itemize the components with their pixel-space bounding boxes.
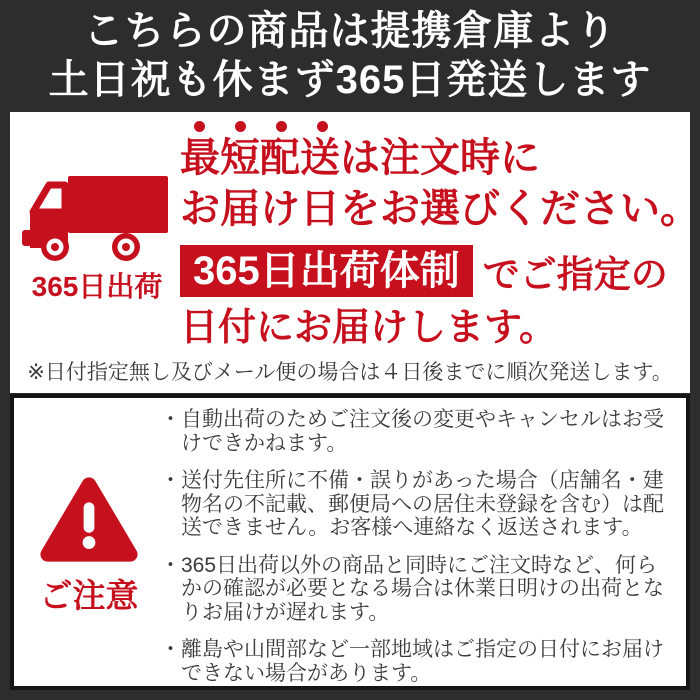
caution-item [160,469,672,540]
header-banner [0,0,700,112]
warning-triangle-icon [38,474,140,566]
delivery-truck-icon [22,170,174,266]
emphasis-dot [235,121,246,132]
shipping-footnote: ※日付指定無し及びメール便の場合は４日後までに順次発送します。 [27,361,673,384]
shipping-message-block [180,120,700,351]
header-line-1: こちらの商品は提携倉庫より [83,9,617,53]
highlight-suffix: でご指定の [482,254,668,295]
caution-item-text: 自動出荷のためご注文後の変更やキャンセルはお受けできかねます。 [181,408,664,455]
emphasis-dot [276,121,287,132]
header-line-2: 土日祝も休まず365日発送します [48,58,652,102]
bullet-marker: ・ [160,408,181,431]
caution-item-text: 送付先住所に不備・誤りがあった場合（店舗名・建物名の不記載、郵便局への居住未登録を含む）は配送できません。お客様へ連絡なく返送されます。 [181,469,664,539]
caution-caption: ご注意 [39,577,139,614]
bullet-marker: ・ [160,469,181,492]
caution-item-text: 365日出荷以外の商品と同時にご注文時など、何らかの確認が必要となる場合は休業日明けの出荷となりお届けが遅れます。 [181,553,664,624]
highlight-badge: 365日出荷体制 [180,245,473,297]
caution-panel [10,394,690,690]
shipping-panel [10,112,700,393]
headline-line-4: 日付にお届けします。 [180,307,557,349]
caution-item [160,554,672,625]
emphasis-dots-icon [194,120,700,133]
caution-item-text: 離島や山間部など一部地域はご指定の日付にお届けできない場合があります。 [181,638,664,685]
bullet-marker: ・ [160,553,181,577]
bullet-marker: ・ [160,638,181,661]
caution-list [160,408,672,685]
caution-item [160,638,672,685]
headline-line-1: 最短配送は注文時に [180,136,540,180]
truck-caption: 365日出荷 [31,271,163,302]
headline-line-3 [180,244,700,298]
emphasis-dot [317,121,328,132]
headline-line-2: お届け日をお選びください。 [180,187,700,231]
caution-item [160,408,672,455]
emphasis-dot [194,121,205,132]
